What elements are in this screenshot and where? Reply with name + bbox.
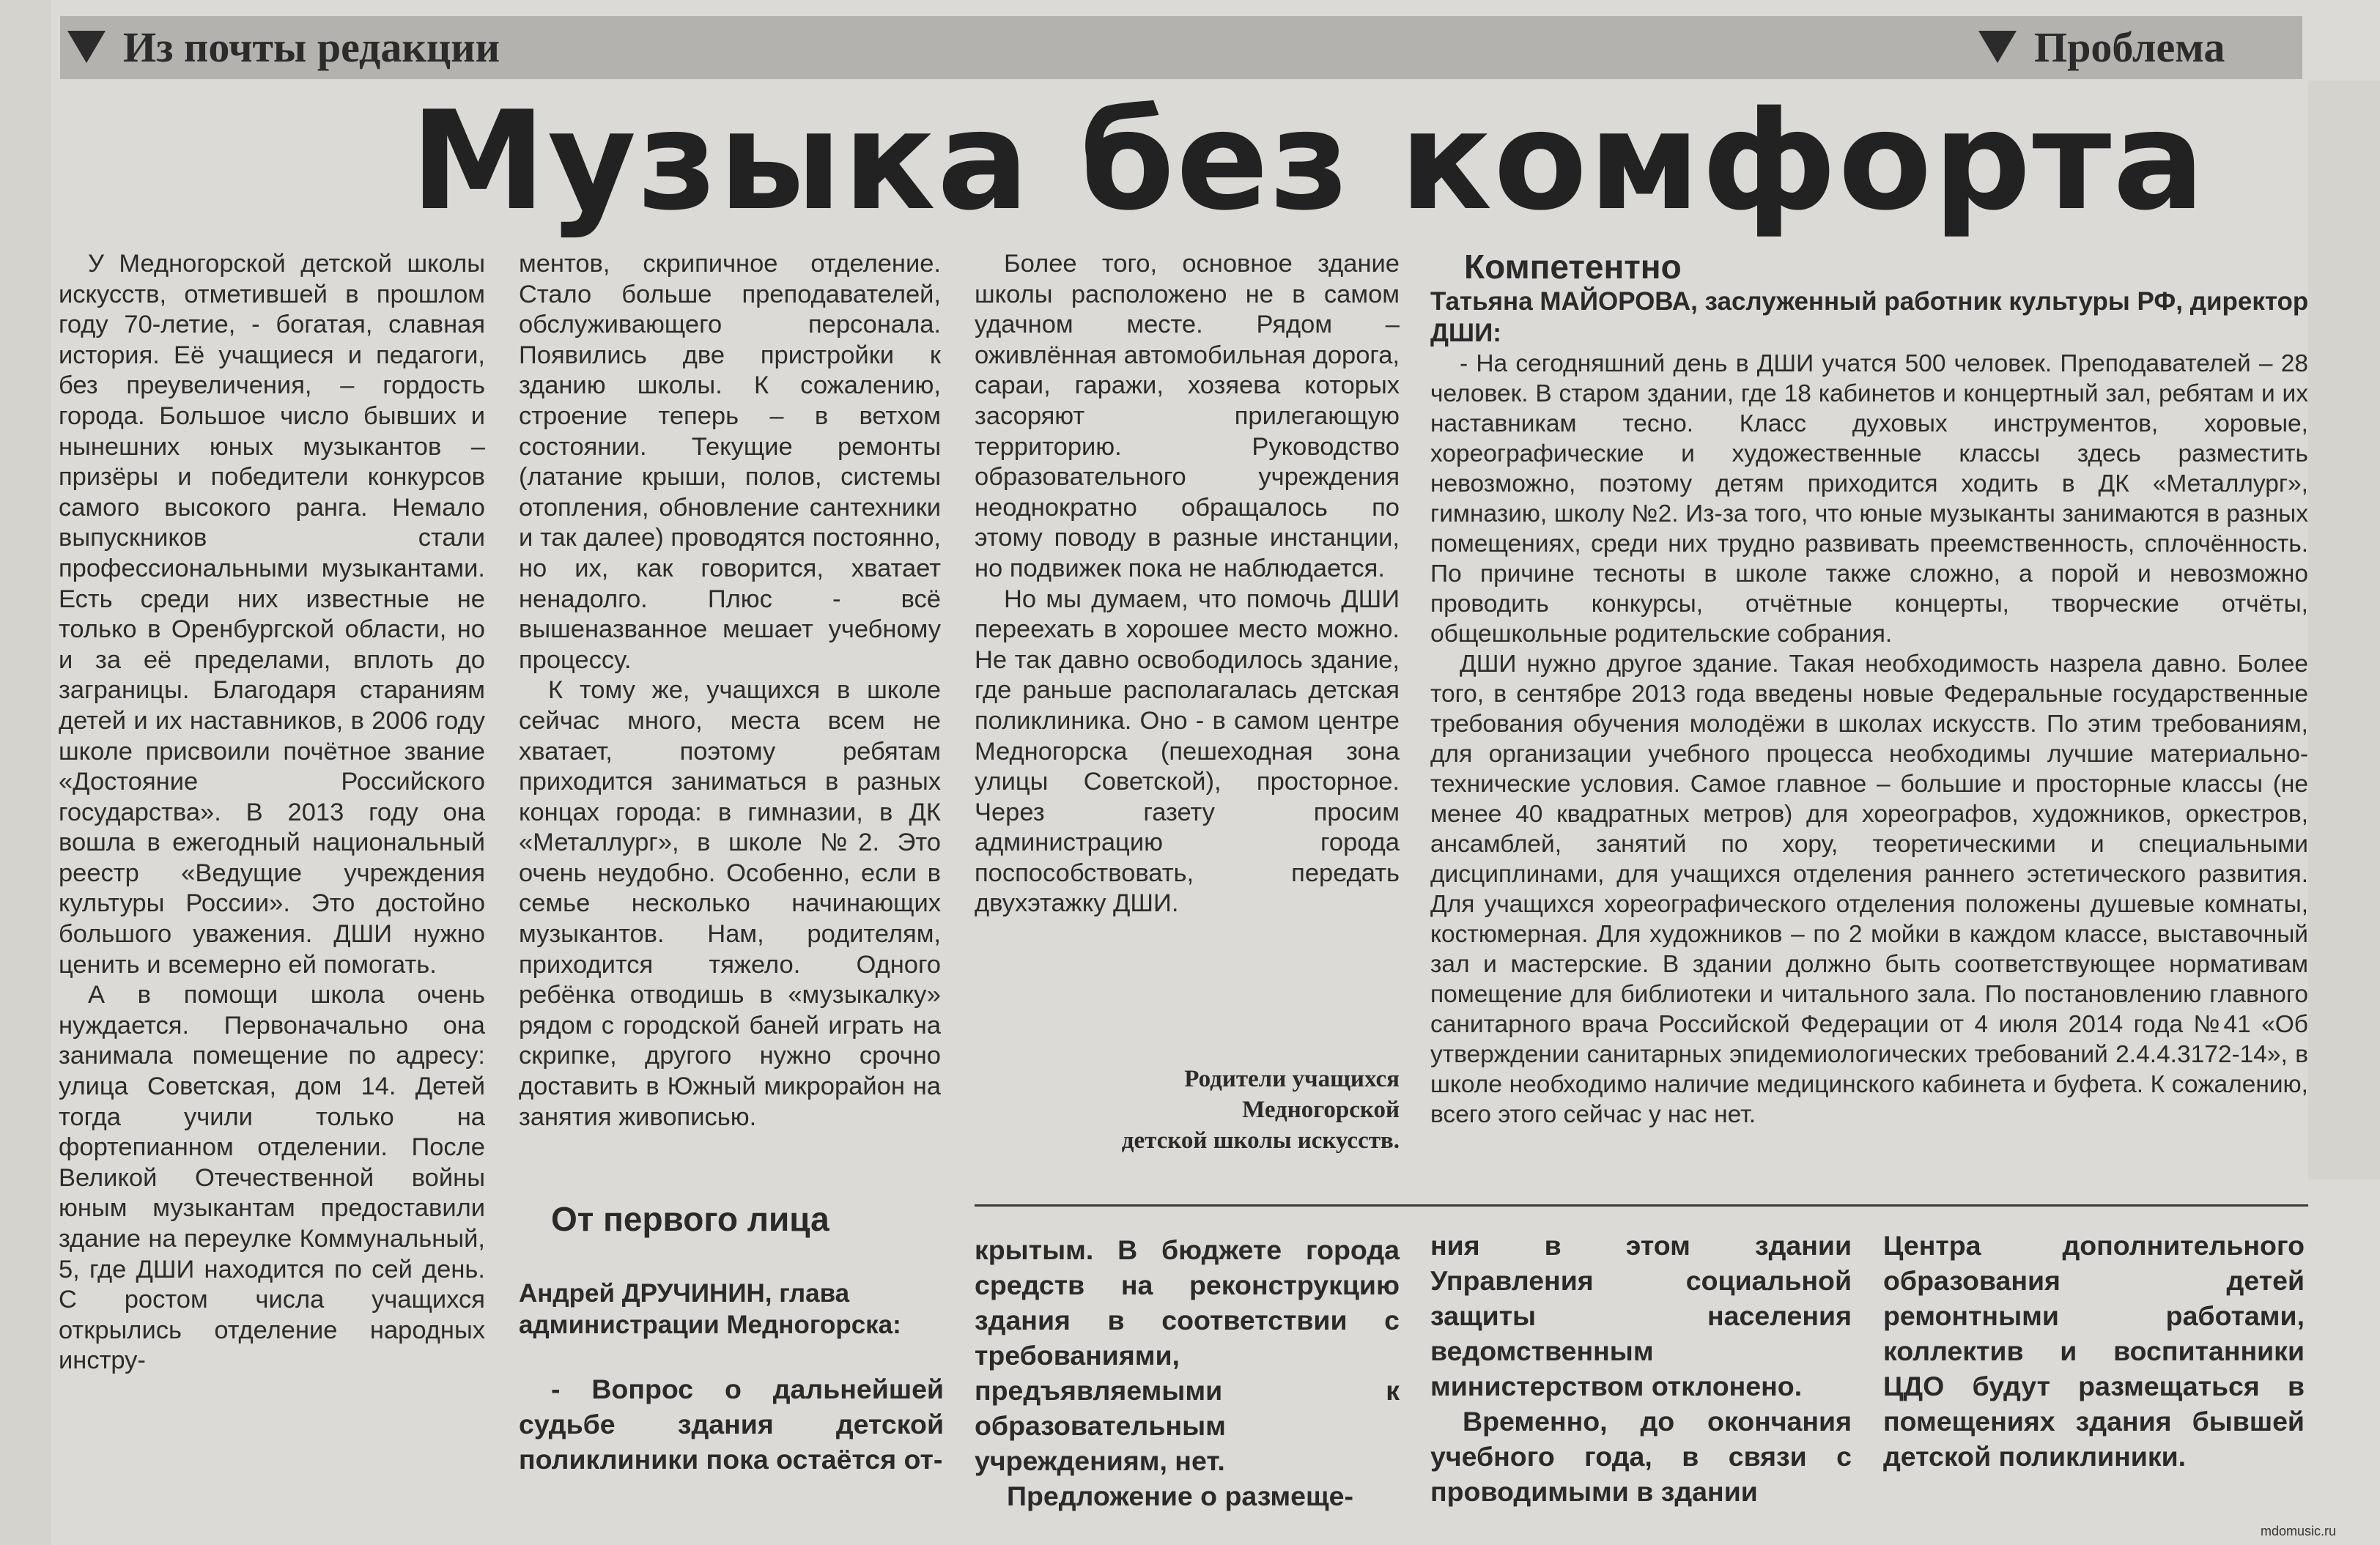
paragraph: крытым. В бюджете города средств на реконструкцию здания в соответствии с требованиями, предъявляемыми к образовательным учреждениям, нет. bbox=[975, 1234, 1400, 1476]
paragraph: ния в этом здании Управления социальной защиты населения ведомственным министерством отклонено. bbox=[1430, 1230, 1852, 1401]
paragraph: Но мы думаем, что помочь ДШИ переехать в хорошее место можно. Не так давно освободилось здание, где раньше располагалась детская поликлиника. Оно - в самом центре Медногорска (пешеходная зона улицы Советской), просторное. Через газету просим администрацию города поспособствовать, передать двухэтажку ДШИ. bbox=[975, 585, 1400, 918]
triangle-marker-icon bbox=[67, 31, 106, 63]
paragraph: Временно, до окончания учебного года, в связи с проводимыми в здании bbox=[1430, 1406, 1852, 1507]
paragraph: К тому же, учащихся в школе сейчас много, места всем не хватает, поэтому ребятам приходится заниматься в разных концах города: в гимназии, в ДК «Металлург», в школе №2. Это очень неудобно. Особенно, если в семье несколько начинающих музыкантов. Нам, родителям, приходится тяжело. Одного ребёнка отводишь в «музыкалку» рядом с городской баней играть на скрипке, другого нужно срочно доставить в Южный микрорайон на занятия живописью. bbox=[519, 676, 941, 1131]
section-divider bbox=[975, 1204, 2308, 1207]
paragraph: Центра дополнительного образования детей ремонтными работами, коллектив и воспитанники ЦДО будут размещаться в помещениях здания бывшей детской поликлиники. bbox=[1883, 1230, 2305, 1472]
competent-person: Татьяна МАЙОРОВА, заслуженный работник культуры РФ, директор ДШИ: bbox=[1430, 287, 2309, 347]
letter-signature bbox=[975, 1064, 1400, 1156]
first-person-column-1 bbox=[519, 1371, 944, 1477]
letter-column-1 bbox=[59, 249, 485, 1377]
letter-column-2 bbox=[519, 249, 941, 1133]
paragraph: У Медногорской детской школы искусств, отметившей в прошлом году 70-летие, - богатая, славная история. Её учащиеся и педагоги, без преувеличения, – гордость города. Большое число бывших и нынешних юных музыкантов – призёры и победители конкурсов самого высокого ранга. Немало выпускников стали профессиональными музыкантами. Есть среди них известные не только в Оренбургской области, но и за её пределами, вплоть до заграницы. Благодаря стараниям детей и их наставников, в 2006 году школе присвоили почётное звание «Достояние Российского государства». В 2013 году она вошла в ежегодный национальный реестр «Ведущие учреждения культуры России». Это достойно большого уважения. ДШИ нужно ценить и всемерно ей помогать. bbox=[59, 250, 485, 979]
triangle-marker-icon bbox=[1978, 31, 2017, 63]
first-person-person: Андрей ДРУЧИНИН, глава администрации Медногорска: bbox=[519, 1279, 901, 1339]
paragraph: Более того, основное здание школы расположено не в самом удачном месте. Рядом – оживлённая автомобильная дорога, сараи, гаражи, хозяева которых засоряют прилегающую территорию. Руководство образовательного учреждения неоднократно обращалось по этому поводу в разные инстанции, но подвижек пока не наблюдается. bbox=[975, 250, 1400, 582]
signature-line: Медногорской bbox=[1242, 1097, 1400, 1123]
first-person-column-3 bbox=[1430, 1228, 1852, 1509]
rubric-right-label: Проблема bbox=[2034, 23, 2225, 71]
rubric-left-label: Из почты редакции bbox=[123, 23, 500, 71]
paper-bleed-left bbox=[0, 0, 51, 1545]
headline: Музыка без комфорта bbox=[410, 81, 2206, 240]
first-person-column-4 bbox=[1883, 1228, 2305, 1474]
first-person-column-2 bbox=[975, 1232, 1400, 1513]
competent-title: Компетентно bbox=[1464, 248, 1682, 286]
letter-column-3 bbox=[975, 249, 1400, 919]
source-credit: mdomusic.ru bbox=[2260, 1524, 2336, 1538]
paragraph: - На сегодняшний день в ДШИ учатся 500 человек. Преподавателей – 28 человек. В старом здании, где 18 кабинетов и концертный зал, ребятам и их наставникам тесно. Класс духовых инструментов, хоровые, хореографические и художественные классы здесь разместить невозможно, поэтому детям приходится ходить в ДК «Металлург», гимназию, школу №2. Из-за того, что юные музыканты занимаются в разных помещениях, среди них трудно развивать преемственность, сплочённость. По причине тесноты в школе также сложно, а порой и невозможно проводить конкурсы, отчётные концерты, творческие отчёты, общешкольные родительские собрания. bbox=[1430, 350, 2308, 648]
paragraph: А в помощи школа очень нуждается. Первоначально она занимала помещение по адресу: улица Советская, дом 14. Детей тогда учили только на фортепианном отделении. После Великой Отечественной войны юным музыкантам предоставили здание на переулке Коммунальный, 5, где ДШИ находится по сей день. С ростом числа учащихся открылись отделение народных инстру- bbox=[59, 981, 485, 1375]
signature-line: детской школы искусств. bbox=[1121, 1127, 1400, 1154]
paper-bleed-right bbox=[2308, 81, 2380, 1179]
rubric-left bbox=[67, 21, 500, 73]
signature-line: Родители учащихся bbox=[1184, 1066, 1400, 1092]
paragraph: ДШИ нужно другое здание. Такая необходимость назрела давно. Более того, в сентябре 2013 года введены новые Федеральные государственные требования обучения молодёжи в школах искусств. По этим требованиям, для организации учебного процесса необходимы лучшие материально-технические условия. Самое главное – большие и просторные классы (не менее 40 квадратных метров) для хореографов, художников, оркестров, ансамблей, занятий по хору, теоретическими и специальными дисциплинами, для учащихся отделения раннего эстетического развития. Для учащихся хореографического отделения положены душевые комнаты, костюмерная. Для художников – по 2 мойки в каждом классе, выставочный зал и мастерские. В здании должно быть соответствующее нормативам помещение для библиотеки и читального зала. По постановлению главного санитарного врача Российской Федерации от 4 июля 2014 года №41 «Об утверждении санитарных эпидемиологических требований 2.4.4.3172-14», в школе необходимо наличие медицинского кабинета и буфета. К сожалению, всего этого сейчас у нас нет. bbox=[1430, 651, 2308, 1128]
rubric-right bbox=[1978, 21, 2225, 73]
first-person-title: От первого лица bbox=[551, 1200, 829, 1238]
paragraph: Предложение о размеще- bbox=[1007, 1481, 1354, 1511]
competent-text bbox=[1430, 349, 2308, 1130]
paragraph: - Вопрос о дальнейшей судьбе здания детской поликлиники пока остаётся от- bbox=[519, 1374, 944, 1475]
paragraph: ментов, скрипичное отделение. Стало больше преподавателей, обслуживающего персонала. Появились две пристройки к зданию школы. К сожалению, строение теперь – в ветхом состоянии. Текущие ремонты (латание крыши, полов, системы отопления, обновление сантехники и так далее) проводятся постоянно, но их, как говорится, хватает ненадолго. Плюс - всё вышеназванное мешает учебному процессу. bbox=[519, 250, 941, 674]
